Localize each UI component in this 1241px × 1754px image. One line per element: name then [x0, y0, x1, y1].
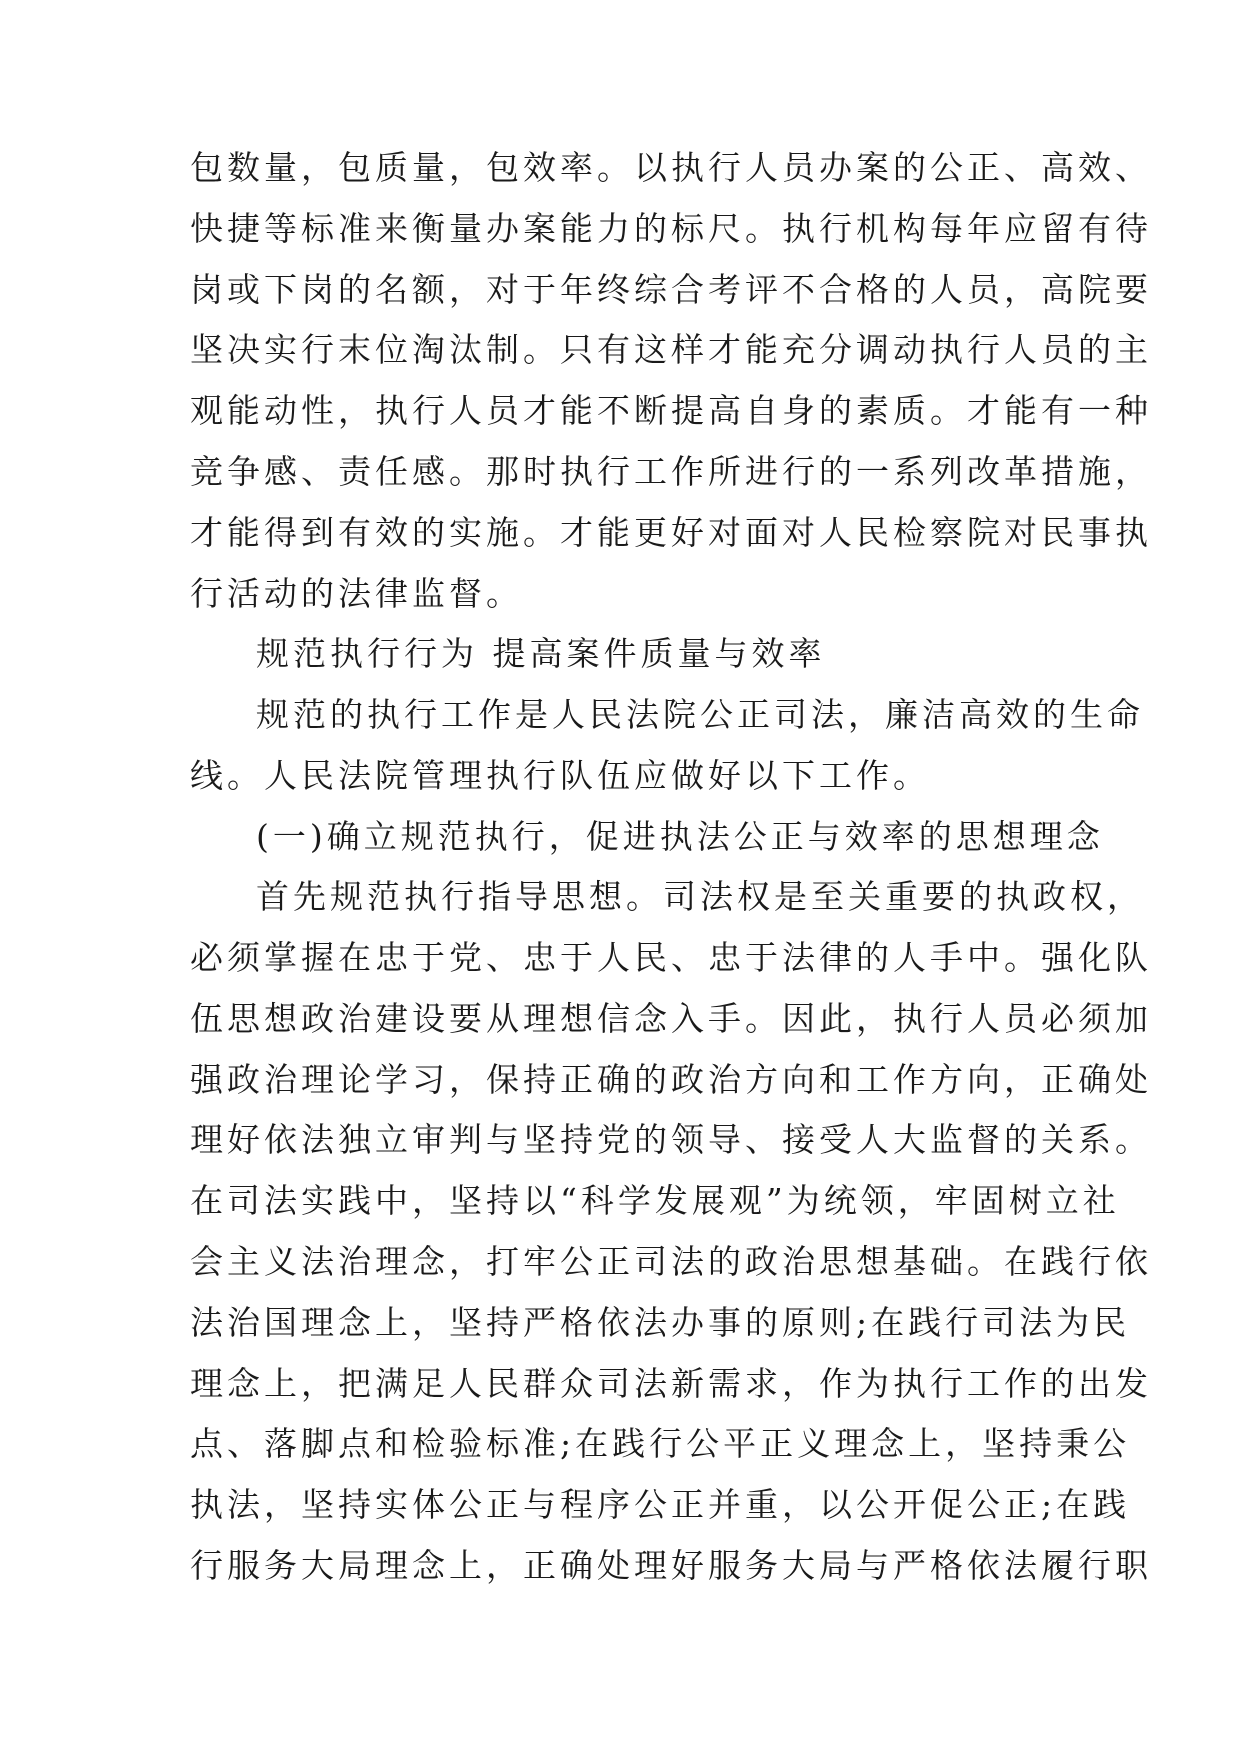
text-line-17: 理好依法独立审判与坚持党的领导、接受人大监督的关系。 [190, 1120, 1152, 1159]
text-line-24: 行服务大局理念上，正确处理好服务大局与严格依法履行职 [190, 1546, 1152, 1585]
text-line-18: 在司法实践中，坚持以“科学发展观”为统领，牢固树立社 [190, 1181, 1120, 1220]
text-line-7: 才能得到有效的实施。才能更好对面对人民检察院对民事执 [190, 513, 1152, 552]
text-line-3: 岗或下岗的名额，对于年终综合考评不合格的人员，高院要 [190, 270, 1152, 309]
text-line-16: 强政治理论学习，保持正确的政治方向和工作方向，正确处 [190, 1060, 1152, 1099]
text-line-20: 法治国理念上，坚持严格依法办事的原则;在践行司法为民 [190, 1303, 1131, 1342]
text-line-5: 观能动性，执行人员才能不断提高自身的素质。才能有一种 [190, 391, 1152, 430]
text-line-13: 首先规范执行指导思想。司法权是至关重要的执政权， [256, 877, 1144, 916]
subsection-heading: (一)确立规范执行，促进执法公正与效率的思想理念 [256, 817, 1104, 856]
text-line-21: 理念上，把满足人民群众司法新需求，作为执行工作的出发 [190, 1364, 1152, 1403]
text-line-2: 快捷等标准来衡量办案能力的标尺。执行机构每年应留有待 [190, 209, 1152, 248]
text-line-19: 会主义法治理念，打牢公正司法的政治思想基础。在践行依 [190, 1242, 1152, 1281]
text-line-8: 行活动的法律监督。 [190, 574, 523, 613]
text-line-1: 包数量，包质量，包效率。以执行人员办案的公正、高效、 [190, 148, 1152, 187]
text-line-15: 伍思想政治建设要从理想信念入手。因此，执行人员必须加 [190, 999, 1152, 1038]
text-line-10: 规范的执行工作是人民法院公正司法，廉洁高效的生命 [256, 695, 1144, 734]
text-line-11: 线。人民法院管理执行队伍应做好以下工作。 [190, 756, 930, 795]
section-heading: 规范执行行为 提高案件质量与效率 [256, 634, 826, 673]
text-line-6: 竞争感、责任感。那时执行工作所进行的一系列改革措施， [190, 452, 1152, 491]
text-line-4: 坚决实行末位淘汰制。只有这样才能充分调动执行人员的主 [190, 330, 1152, 369]
text-line-23: 执法，坚持实体公正与程序公正并重，以公开促公正;在践 [190, 1485, 1131, 1524]
text-line-22: 点、落脚点和检验标准;在践行公平正义理念上，坚持秉公 [190, 1424, 1131, 1463]
text-line-14: 必须掌握在忠于党、忠于人民、忠于法律的人手中。强化队 [190, 938, 1152, 977]
